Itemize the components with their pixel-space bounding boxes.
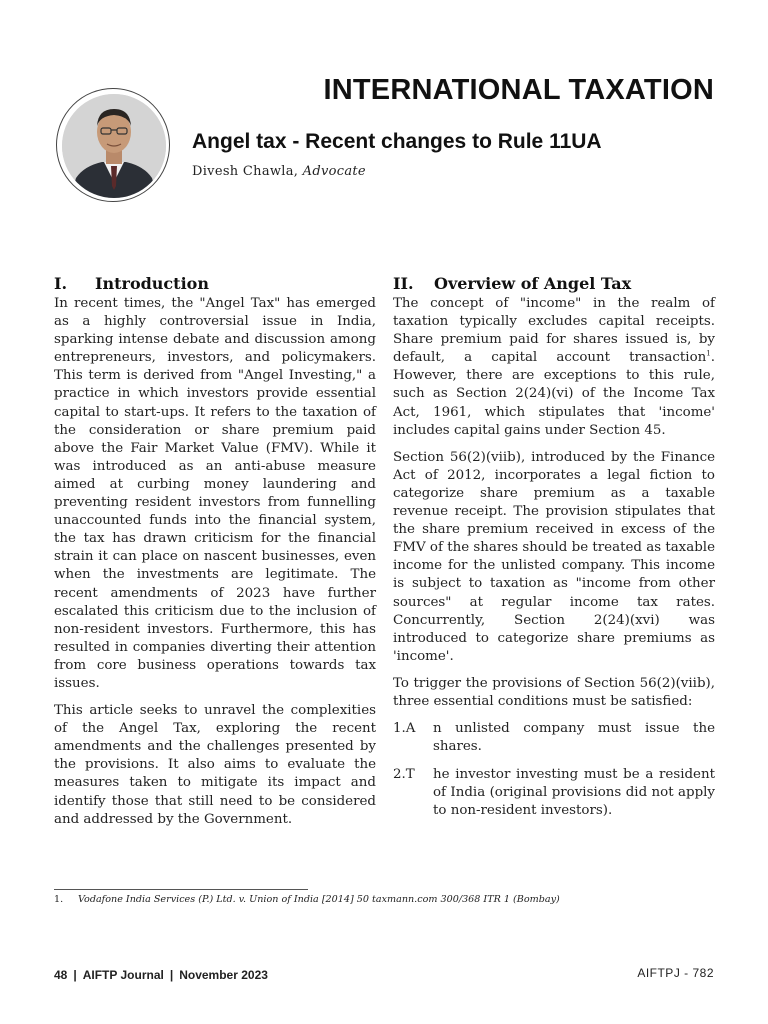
author-photo xyxy=(62,94,166,198)
condition-item xyxy=(393,766,715,820)
page-footer xyxy=(54,968,268,982)
condition-number: 1.A xyxy=(393,721,416,737)
footnote-text: Vodafone India Services (P.) Ltd. v. Union of India [2014] 50 taxmann.com 300/368 ITR 1 (Bombay) xyxy=(78,894,560,905)
overview-heading xyxy=(393,274,715,294)
footer-separator: | xyxy=(169,968,174,982)
heading-number: I. xyxy=(54,274,68,293)
footnote-reference[interactable]: 1 xyxy=(706,349,711,358)
journal-name: AIFTP Journal xyxy=(82,968,164,982)
paragraph-text: The concept of "income" in the realm of taxation typically excludes capital receipts. Share premium paid for shares issued is, by default, a capital account transaction xyxy=(393,296,715,366)
footer-separator: | xyxy=(73,968,77,982)
paragraph: Section 56(2)(viib), introduced by the Finance Act of 2012, incorporates a legal fiction to categorize share premium as a taxable revenue receipt. The provision stipulates that the share premium received in excess of the FMV of the shares should be treated as taxable income for the unlisted company. This income is subject to taxation as "income from other sources" at regular income tax rates. Concurrently, Section 2(24)(xvi) was introduced to categorize share premiums as 'income'. xyxy=(393,449,715,664)
paragraph-text: . However, there are exceptions to this rule, such as Section 2(24)(vi) of the Income Tax Act, 1961, which stipulates that 'income' includes capital gains under Section 45. xyxy=(393,350,715,438)
left-column xyxy=(54,274,376,838)
heading-number: II. xyxy=(393,274,414,293)
condition-number: 2.T xyxy=(393,767,415,783)
journal-code: AIFTPJ - 782 xyxy=(637,966,714,980)
introduction-heading xyxy=(54,274,376,294)
author-name: Divesh Chawla, xyxy=(192,164,299,179)
condition-item xyxy=(393,720,715,756)
right-column xyxy=(393,274,715,831)
byline xyxy=(192,164,366,179)
footnote-number: 1. xyxy=(54,894,64,905)
author-role: Advocate xyxy=(302,164,366,179)
condition-text: n unlisted company must issue the shares. xyxy=(433,721,715,755)
article-title: Angel tax - Recent changes to Rule 11UA xyxy=(192,130,602,153)
journal-issue: November 2023 xyxy=(179,968,268,982)
paragraph: In recent times, the "Angel Tax" has emerged as a highly controversial issue in India, sparking intense debate and discussion among entrepreneurs, investors, and policymakers. This term is derived from "Angel Investing," a practice in which investors provide essential capital to start-ups. It refers to the taxation of the consideration or share premium paid above the Fair Market Value (FMV). While it was introduced as an anti-abuse measure aimed at curbing money laundering and preventing resident investors from funnelling unaccounted funds into the financial system, the tax has drawn criticism for the financial strain it can place on nascent businesses, even when the investments are legitimate. The recent amendments of 2023 have further escalated this criticism due to the inclusion of non-resident investors. Furthermore, this has resulted in companies diverting their attention from core business operations towards tax issues. xyxy=(54,296,376,691)
paragraph: This article seeks to unravel the complexities of the Angel Tax, exploring the recent amendments and the challenges presented by the provisions. It also aims to evaluate the measures taken to mitigate its impact and identify those that still need to be considered and addressed by the Government. xyxy=(54,703,376,827)
page-number: 48 xyxy=(54,968,68,982)
heading-text: Introduction xyxy=(95,274,209,293)
paragraph xyxy=(393,295,715,440)
heading-text: Overview of Angel Tax xyxy=(434,274,632,293)
section-title: INTERNATIONAL TAXATION xyxy=(323,74,714,106)
author-photo-image xyxy=(62,94,166,198)
footnote xyxy=(54,894,560,905)
footnote-divider xyxy=(54,889,308,890)
condition-text: he investor investing must be a resident of India (original provisions did not apply to non-resident investors). xyxy=(433,767,715,819)
paragraph: To trigger the provisions of Section 56(2)(viib), three essential conditions must be satisfied: xyxy=(393,675,715,709)
